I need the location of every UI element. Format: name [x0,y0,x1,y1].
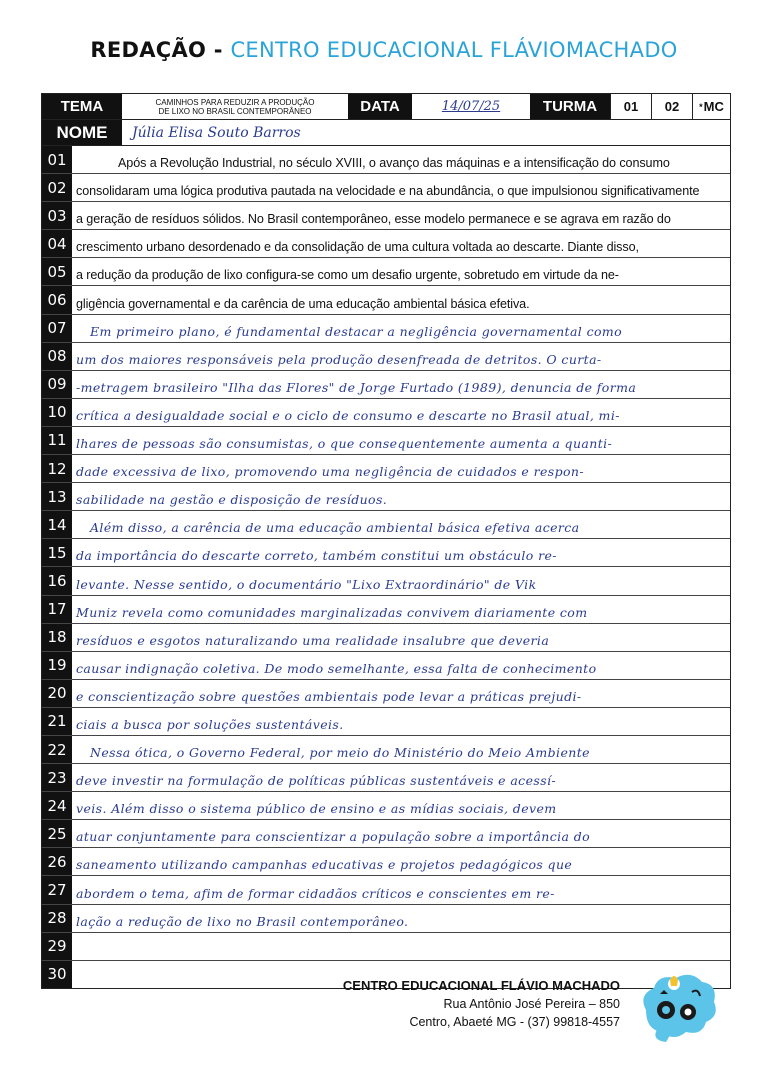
line-number: 15 [42,539,72,566]
essay-line [42,567,730,595]
line-number: 14 [42,511,72,538]
handwritten-text: resíduos e esgotos naturalizando uma realidade insalubre que deveria [76,632,550,648]
handwritten-text: da importância do descarte correto, também constitui um obstáculo re- [76,548,557,564]
line-number: 12 [42,455,72,482]
essay-line [42,343,730,371]
essay-line [42,258,730,286]
line-number: 27 [42,876,72,903]
essay-sheet [41,93,731,989]
essay-line [42,736,730,764]
handwritten-text: saneamento utilizando campanhas educativas e projetos pedagógicos que [76,857,573,873]
line-number: 21 [42,708,72,735]
handwritten-text: sabilidade na gestão e disposição de resíduos. [76,492,388,508]
essay-line [42,820,730,848]
handwritten-text: Além disso, a carência de uma educação ambiental básica efetiva acerca [90,520,580,536]
handwritten-text: Em primeiro plano, é fundamental destacar a negligência governamental como [90,323,623,339]
essay-line [42,399,730,427]
handwritten-text: causar indignação coletiva. De modo semelhante, essa falta de conhecimento [76,660,597,676]
essay-line [42,905,730,933]
tema-label: TEMA [42,94,122,119]
essay-line [42,680,730,708]
line-number: 20 [42,680,72,707]
line-number: 01 [42,146,72,173]
line-number: 22 [42,736,72,763]
student-name: Júlia Elisa Souto Barros [132,124,301,141]
line-number: 25 [42,820,72,847]
printed-text: gligência governamental e da carência de uma educação ambiental básica efetiva. [76,296,530,311]
essay-line [42,174,730,202]
turma-mc [692,94,730,119]
nome-label: NOME [42,120,122,145]
line-number: 10 [42,399,72,426]
handwritten-text: atuar conjuntamente para conscientizar a população sobre a importância do [76,829,591,845]
handwritten-text: Muniz revela como comunidades marginalizadas convivem diariamente com [76,604,588,620]
essay-line [42,792,730,820]
essay-lines [42,146,730,988]
line-number: 26 [42,848,72,875]
line-number: 07 [42,315,72,342]
name-row [42,120,730,146]
line-number: 16 [42,567,72,594]
line-number: 17 [42,596,72,623]
printed-text: a geração de resíduos sólidos. No Brasil contemporâneo, esse modelo permanece e se agrava em razão do [76,212,671,227]
essay-line [42,511,730,539]
handwritten-text: levante. Nesse sentido, o documentário "Lixo Extraordinário" de Vik [76,576,537,592]
handwritten-text: veis. Além disso o sistema público de ensino e as mídias sociais, devem [76,801,557,817]
theme-line-2: DE LIXO NO BRASIL CONTEMPORÂNEO [158,106,312,116]
essay-line [42,652,730,680]
footer-city: Centro, Abaeté MG - (37) 99818-4557 [409,1015,620,1029]
line-number: 09 [42,371,72,398]
line-number: 08 [42,343,72,370]
essay-line [42,933,730,961]
printed-text: crescimento urbano desordenado e da consolidação de uma cultura voltada ao descarte. Diante disso, [76,240,639,255]
line-number: 13 [42,483,72,510]
essay-line [42,539,730,567]
handwritten-text: um dos maiores responsáveis pela produção desenfreada de detritos. O curta- [76,351,602,367]
printed-text: Após a Revolução Industrial, no século XVIII, o avanço das máquinas e a intensificação do consumo [118,156,670,171]
line-number: 02 [42,174,72,201]
checkmark-icon: * [699,101,703,112]
handwritten-text: -metragem brasileiro "Ilha das Flores" de Jorge Furtado (1989), denuncia de forma [76,379,637,395]
printed-text: consolidaram uma lógica produtiva pautada na velocidade e na abundância, o que impulsionou significativamente [76,184,700,199]
line-number: 04 [42,230,72,257]
line-number: 24 [42,792,72,819]
handwritten-text: lação a redução de lixo no Brasil contemporâneo. [76,913,409,929]
title-school: CENTRO EDUCACIONAL FLÁVIOMACHADO [230,38,678,62]
essay-line [42,455,730,483]
handwritten-text: abordem o tema, afim de formar cidadãos críticos e conscientes em re- [76,885,555,901]
handwritten-text [72,933,730,960]
mascot-logo-icon [636,970,720,1046]
footer-address: Rua Antônio José Pereira – 850 [443,997,620,1011]
line-number: 23 [42,764,72,791]
line-number: 03 [42,202,72,229]
essay-line [42,848,730,876]
line-number: 05 [42,258,72,285]
line-number: 18 [42,624,72,651]
handwritten-text: Nessa ótica, o Governo Federal, por meio do Ministério do Meio Ambiente [90,745,590,761]
handwritten-text: e conscientização sobre questões ambientais pode levar a práticas prejudi- [76,688,582,704]
theme-text [122,94,348,119]
turma-label: TURMA [530,94,610,119]
line-number: 06 [42,286,72,313]
theme-line-1: CAMINHOS PARA REDUZIR A PRODUÇÃO [155,97,315,107]
essay-line [42,315,730,343]
essay-line [42,708,730,736]
essay-line [42,764,730,792]
date-value: 14/07/25 [441,99,501,114]
essay-line [42,427,730,455]
handwritten-text: lhares de pessoas são consumistas, o que consequentemente aumenta a quanti- [76,436,613,452]
turma-01: 01 [610,94,651,119]
essay-line [42,624,730,652]
essay-line [42,483,730,511]
turma-mc-label: MC [703,99,724,114]
header-row [42,94,730,120]
turma-02: 02 [651,94,692,119]
essay-line [42,371,730,399]
page-title [0,38,768,62]
handwritten-text: ciais a busca por soluções sustentáveis. [76,716,344,732]
data-label: DATA [348,94,412,119]
handwritten-text: deve investir na formulação de políticas públicas sustentáveis e acessí- [76,773,557,789]
line-number: 30 [42,961,72,988]
essay-line [42,286,730,314]
essay-line [42,876,730,904]
line-number: 29 [42,933,72,960]
printed-text: a redução da produção de lixo configura-se como um desafio urgente, sobretudo em virtude da ne- [76,268,619,283]
essay-line [42,202,730,230]
essay-line [42,230,730,258]
handwritten-text: dade excessiva de lixo, promovendo uma negligência de cuidados e respon- [76,464,584,480]
handwritten-text: crítica a desigualdade social e o ciclo de consumo e descarte no Brasil atual, mi- [76,407,620,423]
line-number: 19 [42,652,72,679]
essay-line [42,596,730,624]
line-number: 11 [42,427,72,454]
line-number: 28 [42,905,72,932]
school-footer [300,978,620,1029]
essay-line [42,146,730,174]
title-prefix: REDAÇÃO - [90,38,231,62]
footer-school-name: CENTRO EDUCACIONAL FLÁVIO MACHADO [342,978,620,993]
